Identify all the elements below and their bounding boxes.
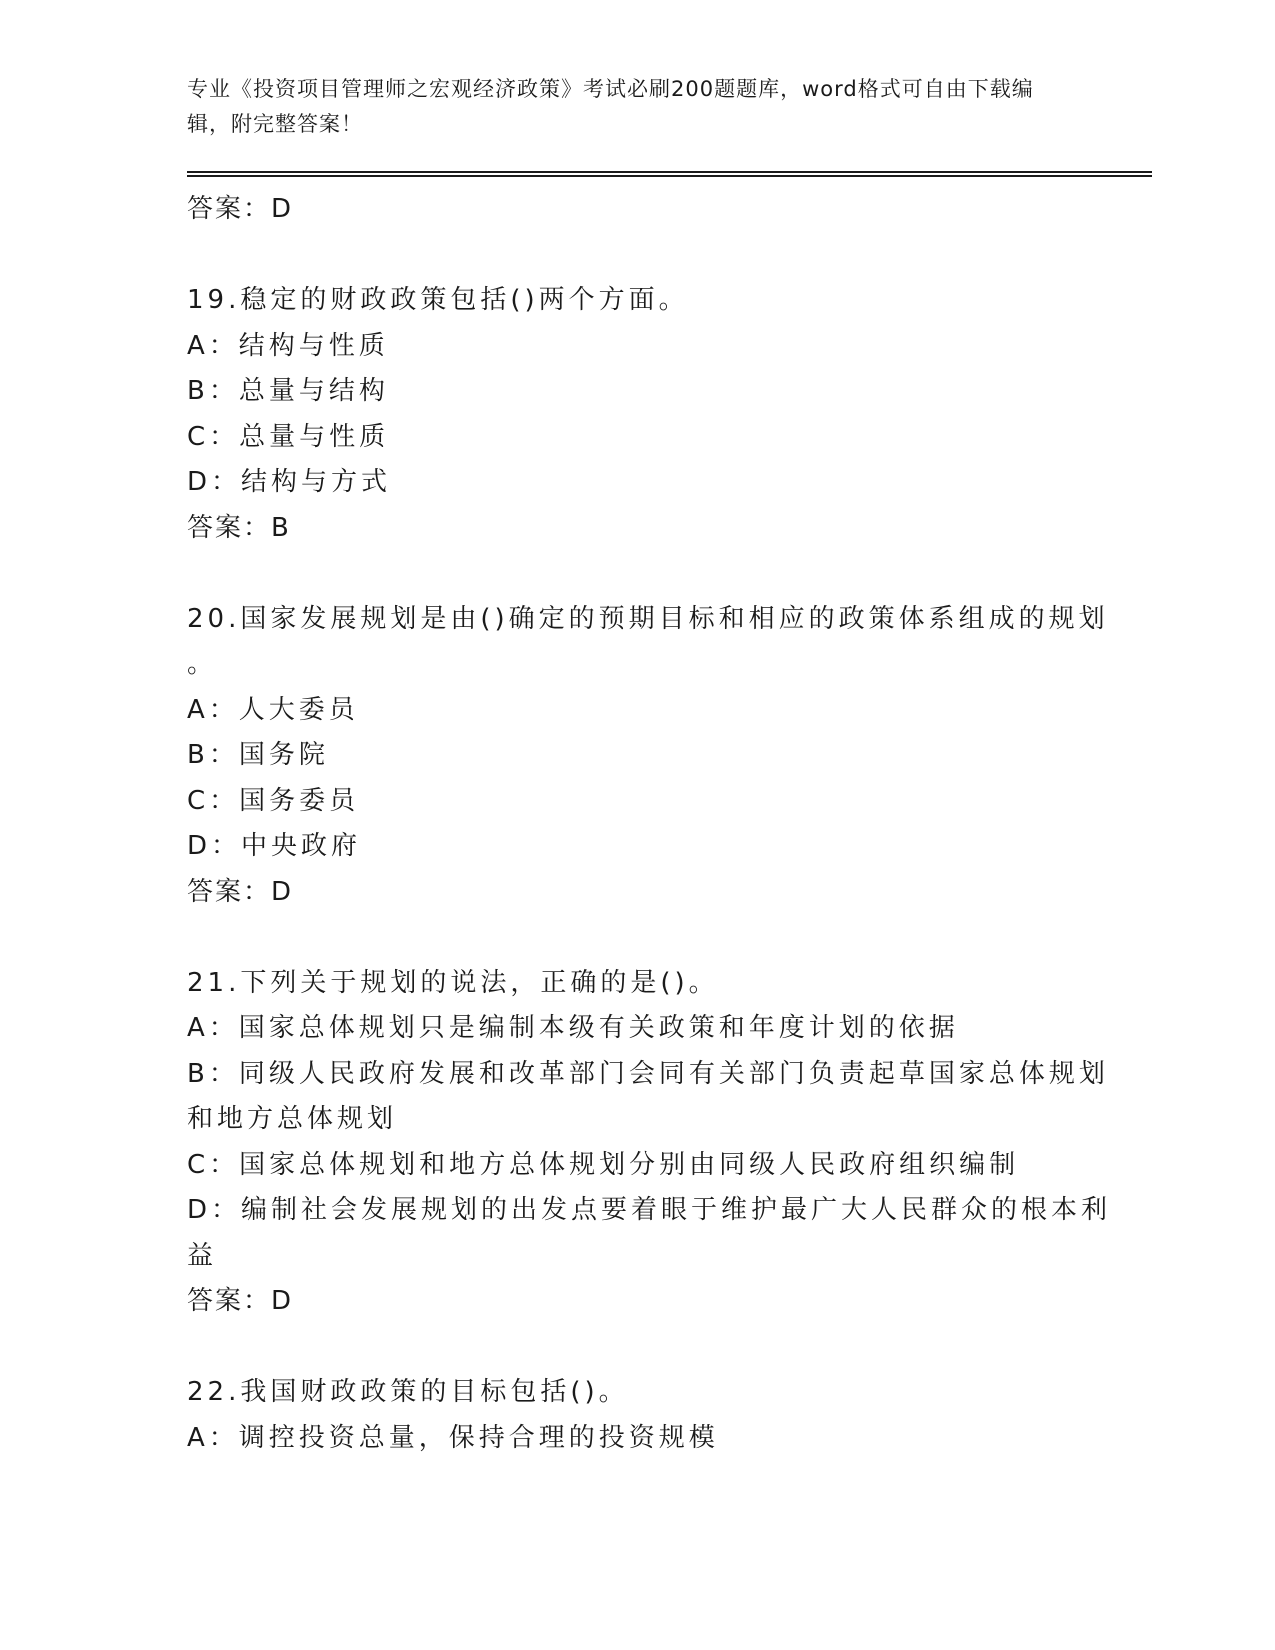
option-d: D：中央政府 [187,831,362,861]
option-c: C：国家总体规划和地方总体规划分别由同级人民政府组织编制 [187,1149,1020,1180]
option-a: A：结构与性质 [187,330,389,361]
option-d-continuation: 益 [187,1240,218,1271]
option-b: B：国务院 [187,740,329,770]
answer-line: 答案：D [187,1286,294,1316]
answer-line: 答案：D [187,876,294,907]
question-stem: 20.国家发展规划是由()确定的预期目标和相应的政策体系组成的规划 [187,603,1109,634]
option-d: D：结构与方式 [187,467,392,497]
option-b-continuation: 和地方总体规划 [187,1104,398,1134]
header-rule-top [187,171,1152,173]
option-a: A：人大委员 [187,694,359,725]
answer-line: 答案：D [187,194,294,224]
document-header: 专业《投资项目管理师之宏观经济政策》考试必刷200题题库，word格式可自由下载编辑，附完整答案！ [187,77,1034,136]
option-a: A：国家总体规划只是编制本级有关政策和年度计划的依据 [187,1013,959,1043]
option-b: B：同级人民政府发展和改革部门会同有关部门负责起草国家总体规划 [187,1058,1109,1089]
option-b: B：总量与结构 [187,376,389,406]
option-c: C：总量与性质 [187,421,390,452]
answer-line: 答案：B [187,512,291,543]
option-a: A：调控投资总量，保持合理的投资规模 [187,1422,719,1453]
header-rule-bottom [187,175,1152,177]
question-list [187,187,1112,1461]
question-stem-continuation: 。 [187,649,218,679]
option-d: D：编制社会发展规划的出发点要着眼于维护最广大人民群众的根本利 [187,1195,1112,1225]
question-stem: 22.我国财政政策的目标包括()。 [187,1377,629,1407]
question-stem: 21.下列关于规划的说法，正确的是()。 [187,967,719,998]
option-c: C：国务委员 [187,785,360,816]
question-stem: 19.稳定的财政政策包括()两个方面。 [187,285,689,315]
